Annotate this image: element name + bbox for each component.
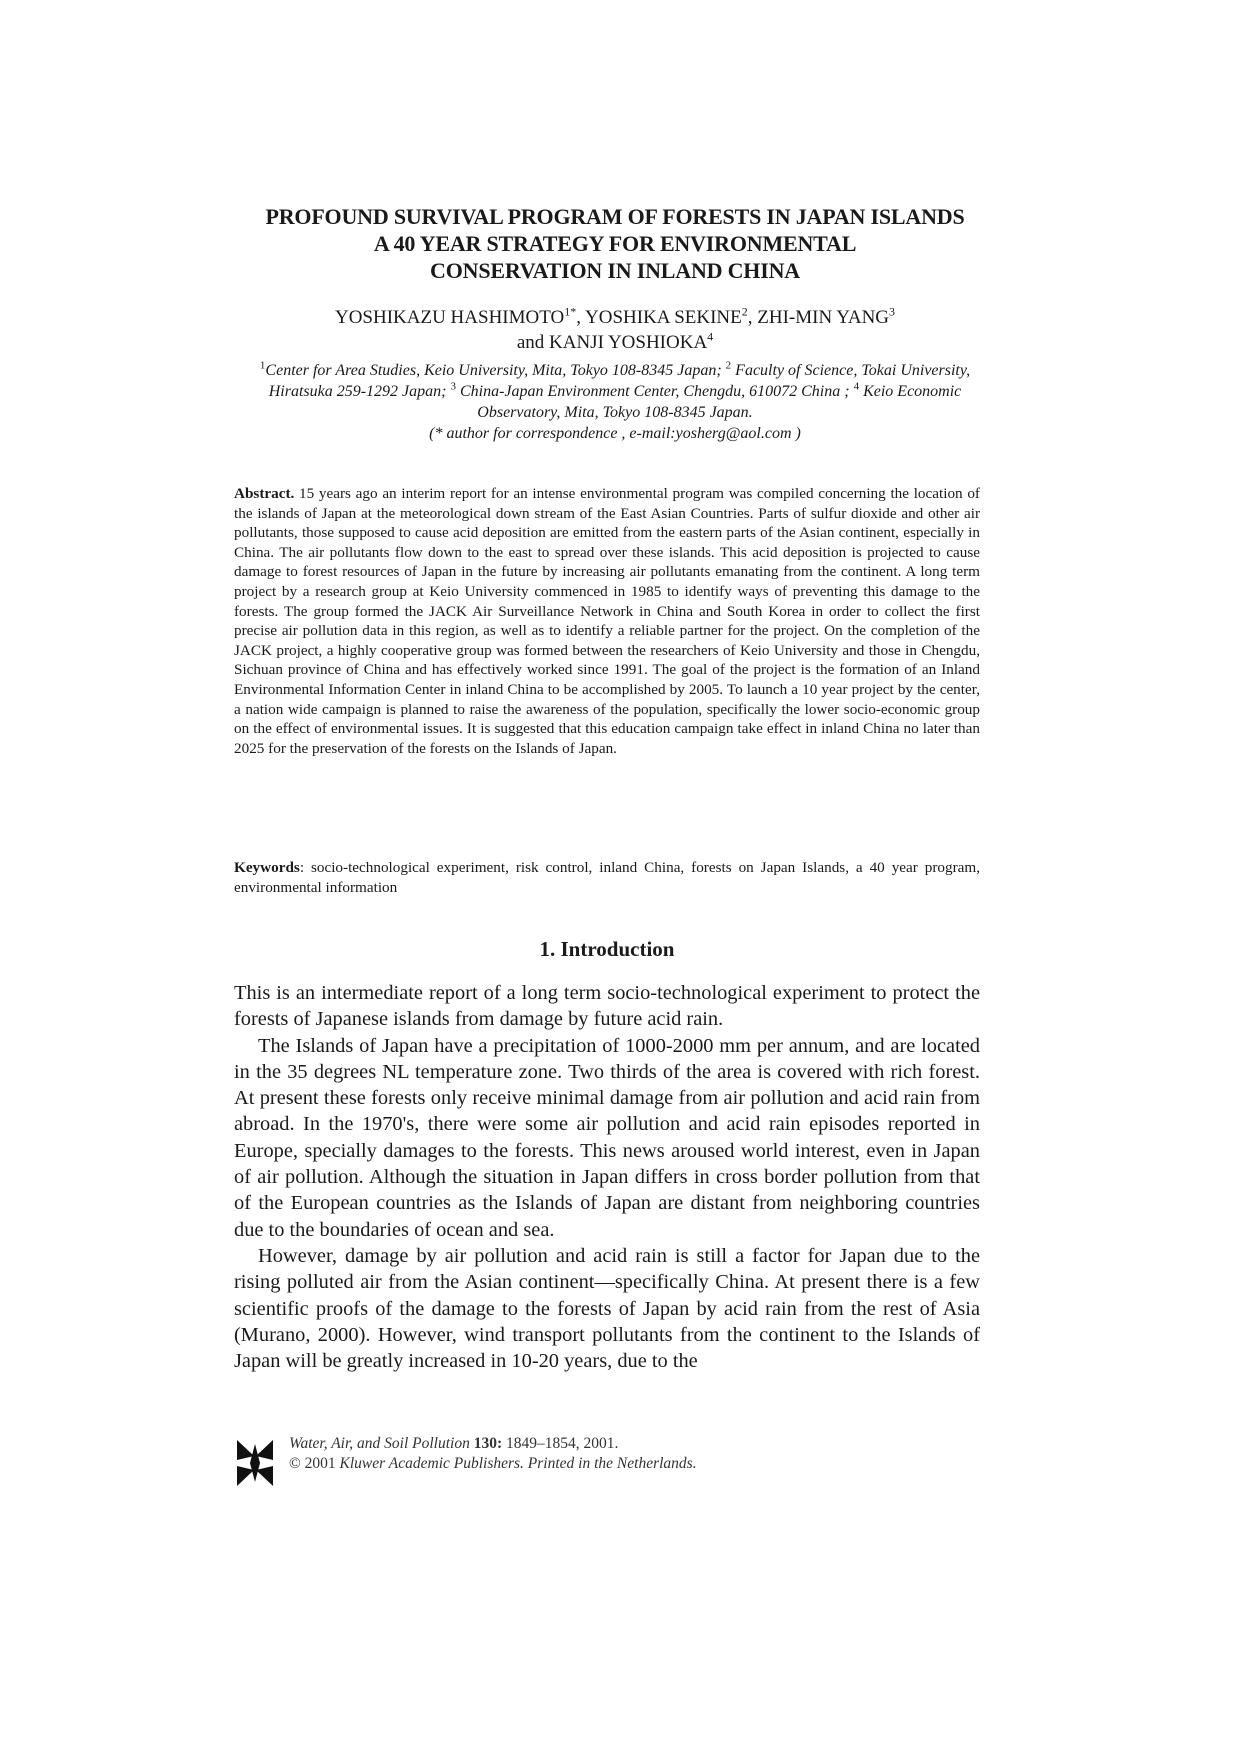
paragraph: This is an intermediate report of a long term socio-technological experiment to protect the forests of Japanese islands from damage by future acid rain. — [234, 982, 980, 1031]
affiliation-marker: 3 — [450, 380, 456, 393]
paragraph: The Islands of Japan have a precipitation of 1000-2000 mm per annum, and are located in the 35 degrees NL temperature zone. Two thirds of the area is covered with rich forest. At present these forests only receive minimal damage from air pollution and acid rain from abroad. In the 1970's, there were some air pollution and acid rain episodes reported in Europe, specially damages to the forests. This news aroused world interest, even in Japan of air pollution. Although the situation in Japan differs in cross border pollution from that of the European countries as the Islands of Japan are distant from neighboring countries due to the boundaries of ocean and sea. — [234, 1034, 980, 1241]
section-heading: 1. Introduction — [539, 937, 675, 961]
author-superscript: 2 — [741, 304, 748, 319]
abstract — [234, 484, 980, 758]
author-superscript: 1* — [564, 304, 577, 319]
author-name: and KANJI YOSHIOKA — [516, 332, 708, 353]
page-footer — [234, 1434, 994, 1494]
journal-pages: 1849–1854, 2001. — [502, 1435, 619, 1452]
affiliation-text: Center for Area Studies, Keio University, Mita, Tokyo 108-8345 Japan; — [265, 362, 726, 379]
author-superscript: 3 — [889, 304, 896, 319]
author-list — [200, 305, 1030, 355]
publisher-line: Kluwer Academic Publishers. Printed in the Netherlands. — [339, 1455, 697, 1472]
keywords-text: : socio-technological experiment, risk control, inland China, forests on Japan Islands, a 40 year program, environmental information — [234, 859, 980, 896]
section-body — [234, 980, 980, 1374]
author-name: , YOSHIKA SEKINE — [576, 307, 742, 328]
journal-volume: 130: — [469, 1435, 503, 1452]
paragraph: However, damage by air pollution and acid rain is still a factor for Japan due to the rising polluted air from the Asian continent—specifically China. At present there is a few scientific proofs of the damage to the forests of Japan by acid rain from the rest of Asia (Murano, 2000). However, wind transport pollutants from the continent to the Islands of Japan will be greatly increased in 10-20 years, due to the — [234, 1244, 980, 1373]
keywords-label: Keywords — [234, 859, 300, 876]
abstract-text: 15 years ago an interim report for an intense environmental program was compiled concerning the location of the islands of Japan at the meteorological down stream of the East Asian Countries. Parts of sulfur dioxide and other air pollutants, those supposed to cause acid deposition are emitted from the eastern parts of the Asian continent, especially in China. The air pollutants flow down to the east to spread over these islands. This acid deposition is projected to cause damage to forest resources of Japan in the future by increasing air pollutants emanating from the continent. A long term project by a research group at Keio University commenced in 1985 to identify ways of preventing this damage to the forests. The group formed the JACK Air Surveillance Network in China and South Korea in order to collect the first precise air pollution data in this region, as well as to identify a reliable partner for the project. On the completion of the JACK project, a highly cooperative group was formed between the researchers of Keio University and those in Chengdu, Sichuan province of China and has effectively worked since 1991. The goal of the project is the formation of an Inland Environmental Information Center in inland China to be accomplished by 2005. To launch a 10 year project by the center, a nation wide campaign is planned to raise the awareness of the population, specifically the lower socio-economic group on the effect of environmental issues. It is suggested that this education campaign take effect in inland China no later than 2025 for the preservation of the forests on the Islands of Japan. — [234, 485, 980, 757]
correspondence-note: (* author for correspondence , e-mail:yosherg@aol.com ) — [429, 425, 801, 442]
affiliation-text: Keio Economic Observatory, Mita, Tokyo 108-8345 Japan. — [477, 383, 962, 421]
affiliation-text: Faculty of Science, Tokai University, Hiratsuka 259-1292 Japan; — [268, 362, 971, 400]
copyright: © 2001 — [289, 1455, 340, 1472]
keywords — [234, 858, 980, 897]
affiliation-marker: 4 — [853, 380, 860, 393]
journal-name: Water, Air, and Soil Pollution — [289, 1435, 470, 1452]
publisher-logo-icon — [234, 1438, 276, 1488]
affiliations — [230, 360, 1000, 444]
affiliation-marker: 1 — [259, 359, 266, 372]
author-name: YOSHIKAZU HASHIMOTO — [334, 307, 565, 328]
paper-title — [200, 203, 1030, 284]
author-superscript: 4 — [707, 329, 714, 344]
abstract-label: Abstract. — [234, 485, 295, 502]
affiliation-marker: 2 — [725, 359, 732, 372]
affiliation-text: China-Japan Environment Center, Chengdu, 610072 China ; — [455, 383, 854, 400]
title-line: A 40 YEAR STRATEGY FOR ENVIRONMENTAL — [373, 231, 857, 256]
title-line: PROFOUND SURVIVAL PROGRAM OF FORESTS IN JAPAN ISLANDS — [265, 204, 965, 229]
author-name: , ZHI-MIN YANG — [747, 307, 890, 328]
title-line: CONSERVATION IN INLAND CHINA — [430, 258, 800, 283]
